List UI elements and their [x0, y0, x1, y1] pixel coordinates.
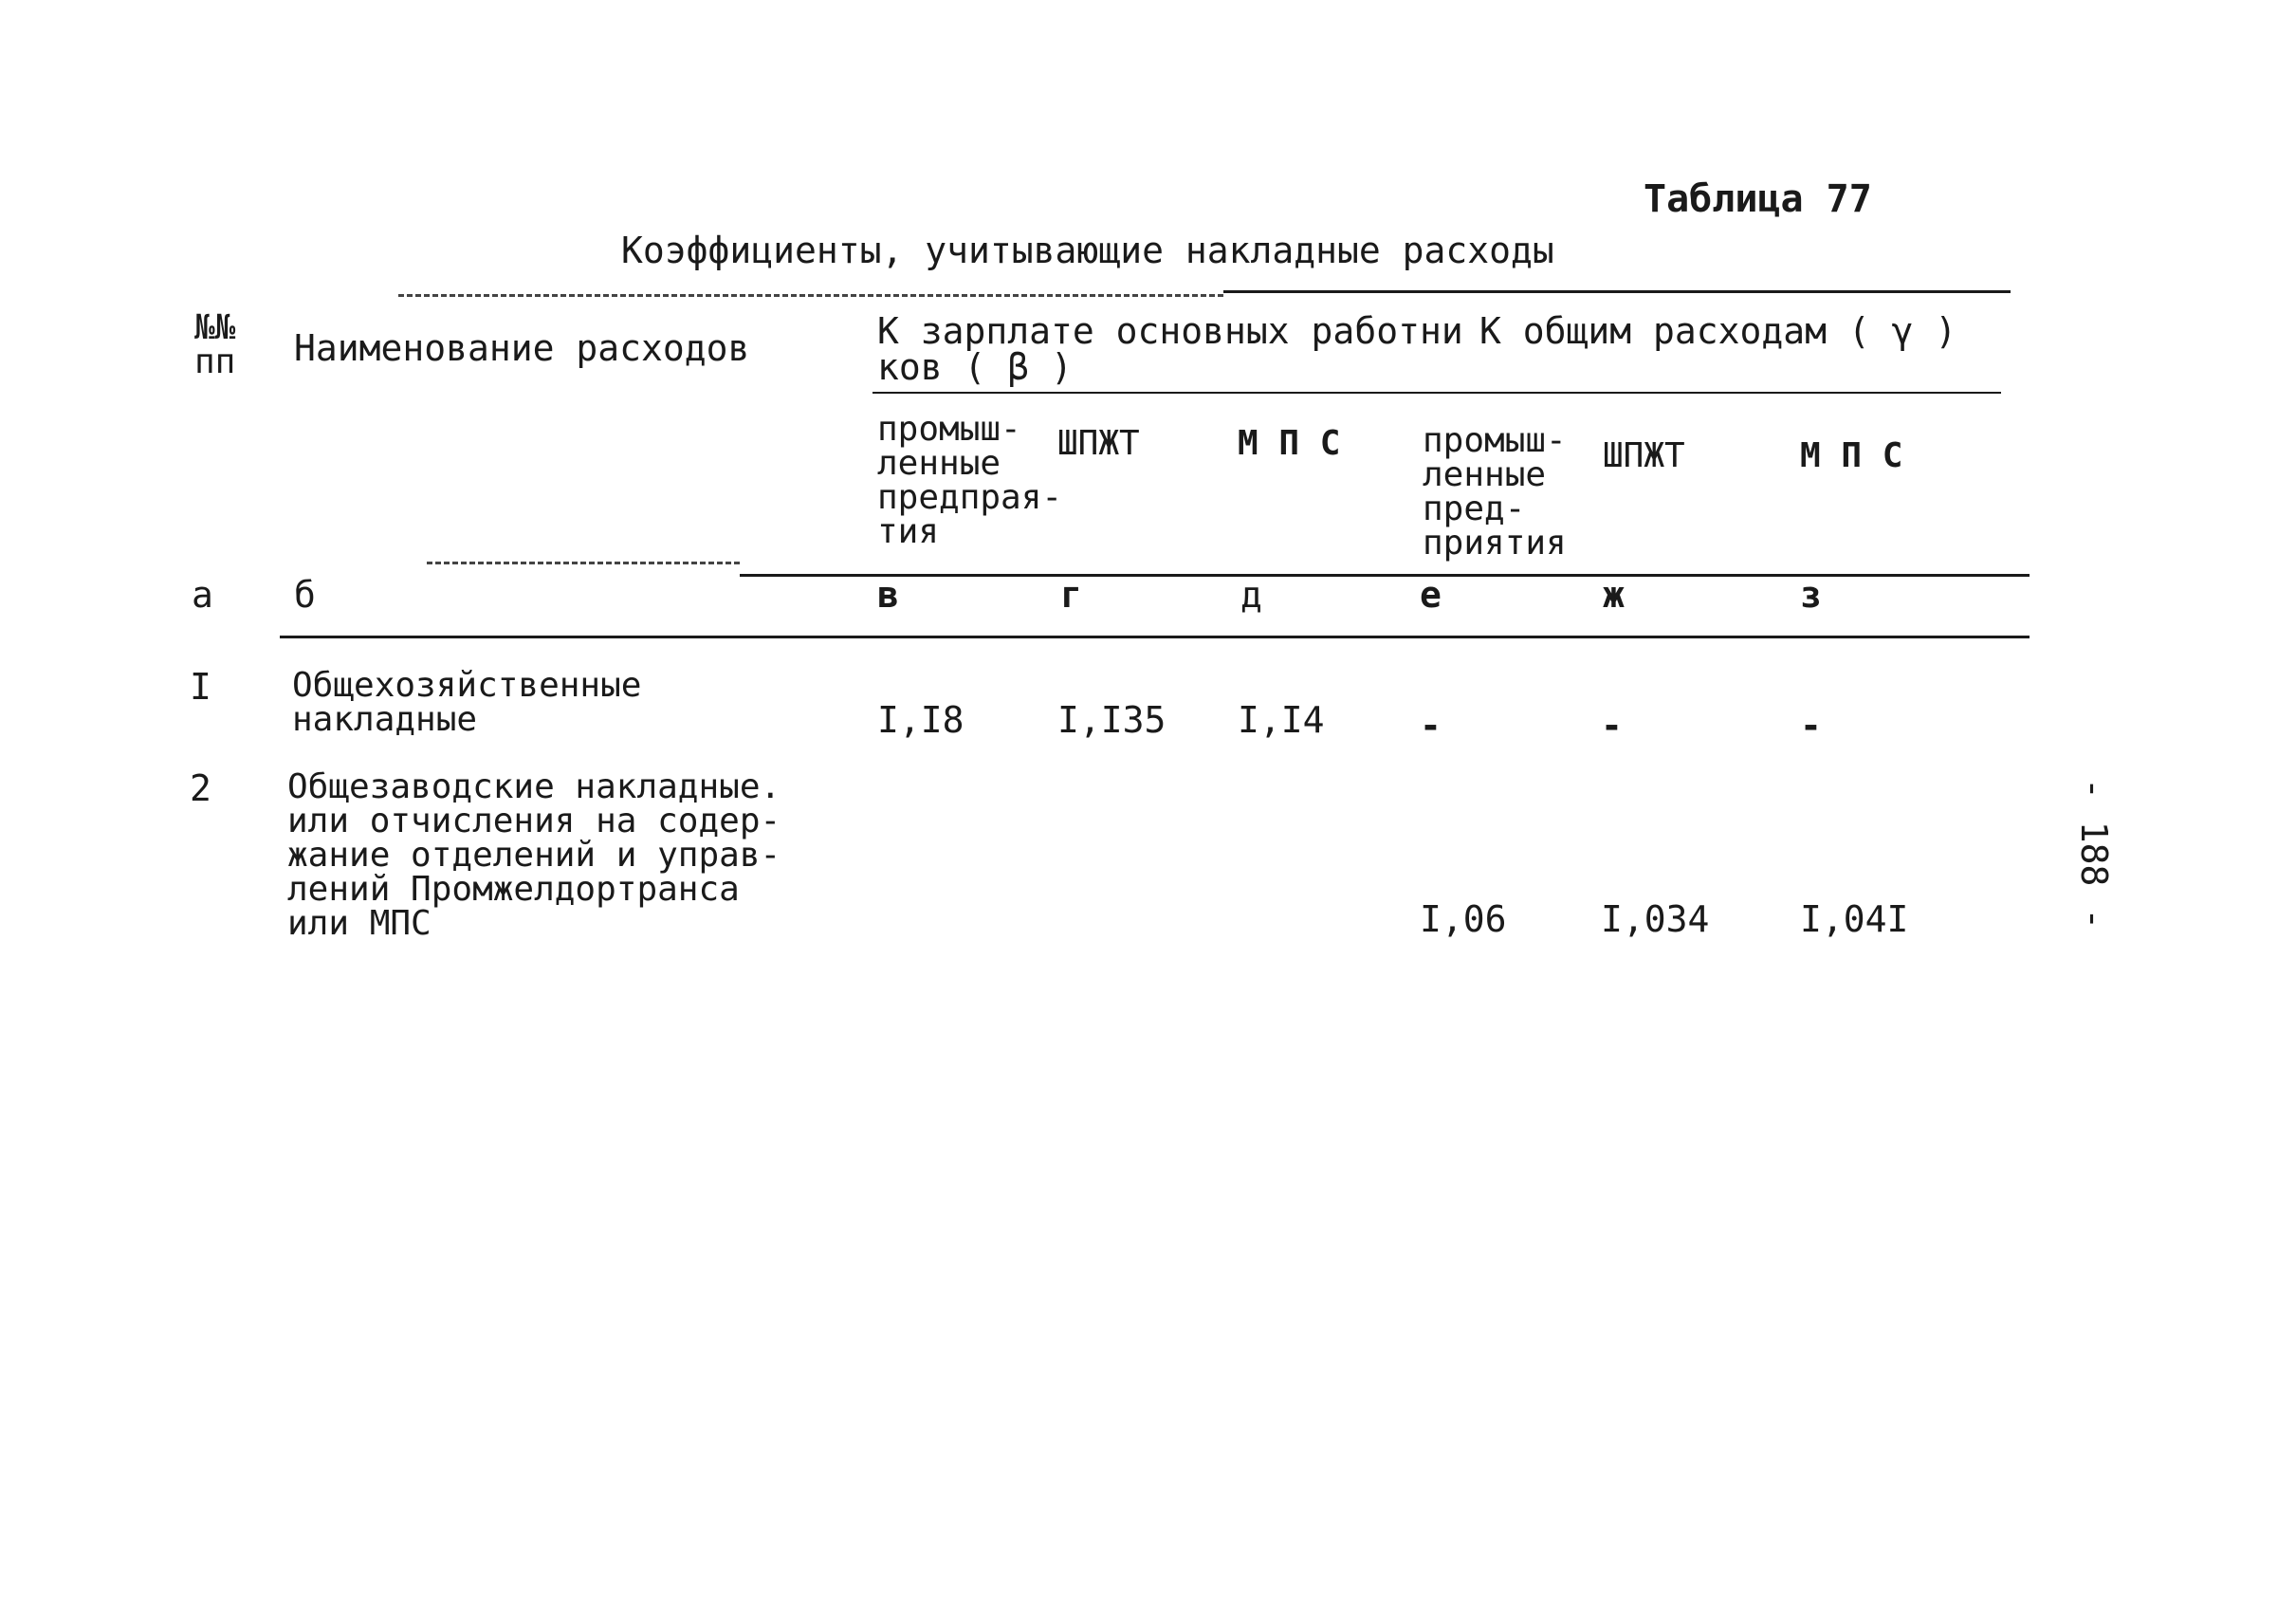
row-2-value-e: I,06 — [1420, 898, 1507, 940]
header-number: №№ пп — [194, 308, 236, 381]
subheader-gamma-mps: М П С — [1800, 436, 1903, 475]
letters-rule-dashed — [427, 562, 740, 564]
row-2-value-zh: I,034 — [1601, 898, 1710, 940]
column-letter-z: з — [1800, 574, 1822, 616]
row-1-name: Общехозяйственные накладные — [292, 666, 642, 739]
subheader-beta-industrial: промыш- ленные предпрая- тия — [877, 410, 1063, 551]
row-1-value-v: I,I8 — [877, 699, 964, 741]
row-1-number: I — [190, 666, 211, 708]
subheader-beta-mps: М П С — [1238, 424, 1341, 463]
page-number: - 188 - — [2073, 778, 2115, 931]
header-expense-name: Наименование расходов — [294, 327, 750, 369]
row-2-value-z: I,04I — [1800, 898, 1909, 940]
row-2-name: Общезаводские накладные. или отчисления на содер- жание отделений и управ- лений Промжелдортранса или МПС — [287, 767, 781, 943]
column-letter-b: б — [294, 574, 316, 616]
column-letter-g: г — [1060, 574, 1082, 616]
row-1-value-d: I,I4 — [1238, 699, 1325, 741]
column-letter-zh: ж — [1603, 574, 1625, 616]
column-letter-a: а — [192, 574, 213, 616]
top-rule-dashed — [398, 294, 1223, 297]
column-letter-v: в — [877, 574, 899, 616]
subheader-gamma-shpzht: ШПЖТ — [1603, 436, 1685, 475]
header-group-beta: К зарплате основных работни ков ( β ) — [877, 310, 1463, 388]
column-letter-d: д — [1240, 574, 1262, 616]
top-rule — [1223, 290, 2011, 293]
column-letter-e: е — [1420, 574, 1442, 616]
header-group-gamma: К общим расходам ( γ ) — [1479, 310, 1957, 352]
table-label: Таблица 77 — [1644, 177, 1872, 221]
group-header-rule — [872, 392, 2001, 394]
table-title: Коэффициенты, учитывающие накладные расходы — [621, 230, 1554, 271]
letters-rule — [740, 574, 2030, 577]
row-1-value-e: - — [1420, 705, 1442, 747]
subheader-beta-shpzht: ШПЖТ — [1057, 424, 1140, 463]
subheader-gamma-industrial: промыш- ленные пред- приятия — [1423, 421, 1567, 563]
row-2-number: 2 — [190, 767, 211, 809]
body-top-rule — [280, 636, 2030, 638]
row-1-value-g: I,I35 — [1057, 699, 1166, 741]
row-1-value-z: - — [1800, 705, 1822, 747]
row-1-value-zh: - — [1601, 705, 1623, 747]
